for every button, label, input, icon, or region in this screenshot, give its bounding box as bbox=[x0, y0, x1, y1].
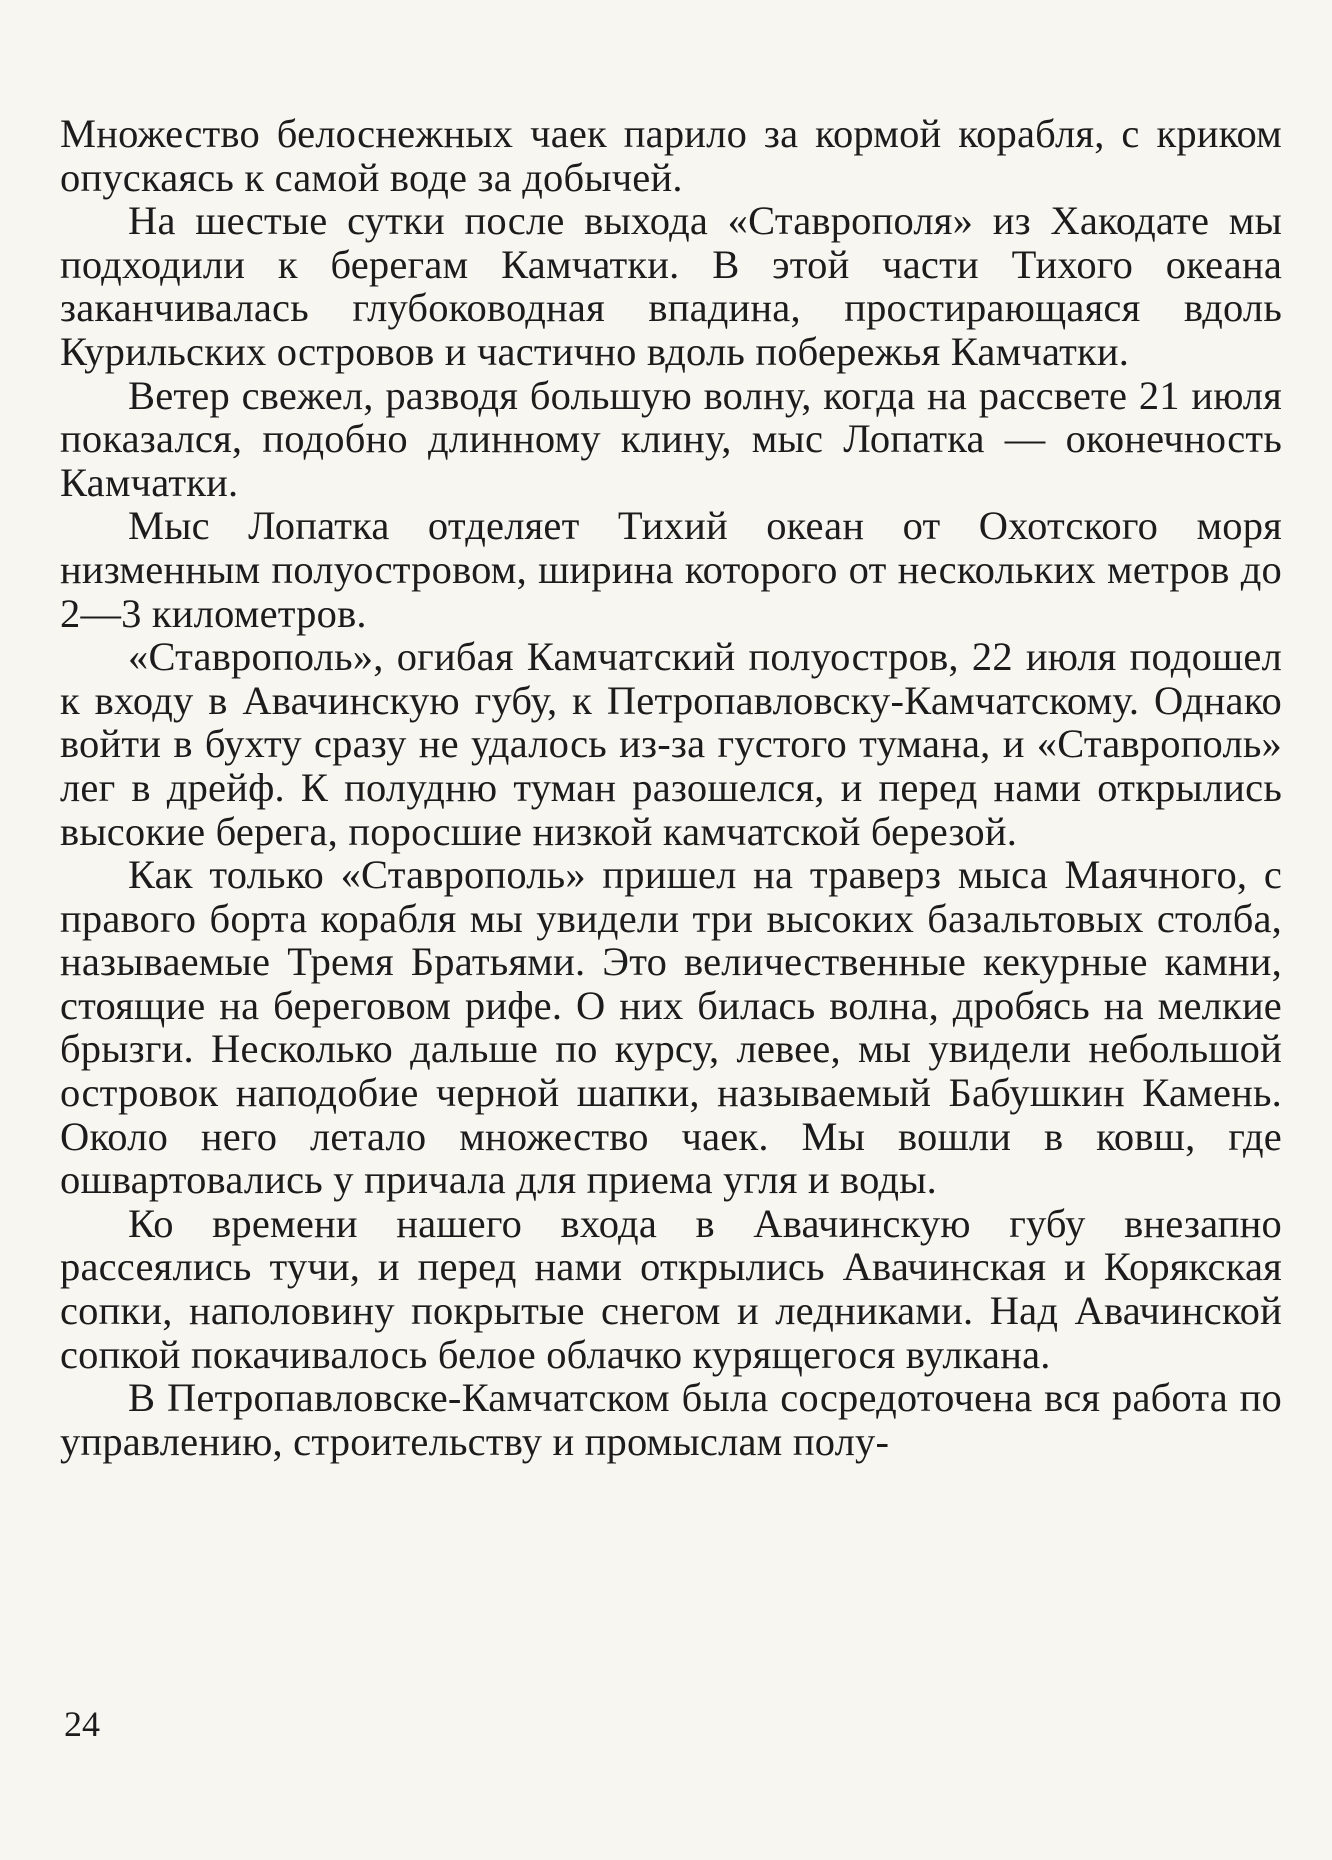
paragraph-4: Мыс Лопатка отделяет Тихий океан от Охотского моря низменным полуостровом, ширина которого от нескольких метров до 2—3 километров. bbox=[60, 503, 1282, 636]
paragraph-1: Множество белоснежных чаек парило за кормой корабля, с криком опускаясь к самой воде за добычей. bbox=[60, 111, 1282, 200]
page-body-text bbox=[60, 112, 1282, 1463]
paragraph-5: «Ставрополь», огибая Камчатский полуостров, 22 июля подошел к входу в Авачинскую губу, к Петропавловску-Камчатскому. Однако войти в бухту сразу не удалось из-за густого тумана, и «Ставрополь» лег в дрейф. К полудню туман разошелся, и перед нами открылись высокие берега, поросшие низкой камчатской березой. bbox=[60, 634, 1282, 854]
paragraph-6: Как только «Ставрополь» пришел на траверз мыса Маячного, с правого борта корабля мы увидели три высоких базальтовых столба, называемые Тремя Братьями. Это величественные кекурные камни, стоящие на береговом рифе. О них билась волна, дробясь на мелкие брызги. Несколько дальше по курсу, левее, мы увидели небольшой островок наподобие черной шапки, называемый Бабушкин Камень. Около него летало множество чаек. Мы вошли в ковш, где ошвартовались у причала для приема угля и воды. bbox=[60, 852, 1282, 1203]
paragraph-7: Ко времени нашего входа в Авачинскую губу внезапно рассеялись тучи, и перед нами открылись Авачинская и Корякская сопки, наполовину покрытые снегом и ледниками. Над Авачинской сопкой покачивалось белое облачко курящегося вулкана. bbox=[60, 1200, 1282, 1377]
paragraph-3: Ветер свежел, разводя большую волну, когда на рассвете 21 июля показался, подобно длинному клину, мыс Лопатка — оконечность Камчатки. bbox=[60, 372, 1282, 505]
paragraph-2: На шестые сутки после выхода «Ставрополя» из Хакодате мы подходили к берегам Камчатки. В этой части Тихого океана заканчивалась глубоководная впадина, простирающаяся вдоль Курильских островов и частично вдоль побережья Камчатки. bbox=[60, 198, 1282, 374]
page-number: 24 bbox=[64, 1704, 100, 1744]
paragraph-8: В Петропавловске-Камчатском была сосредоточена вся работа по управлению, строительству и промыслам полу- bbox=[60, 1375, 1282, 1464]
